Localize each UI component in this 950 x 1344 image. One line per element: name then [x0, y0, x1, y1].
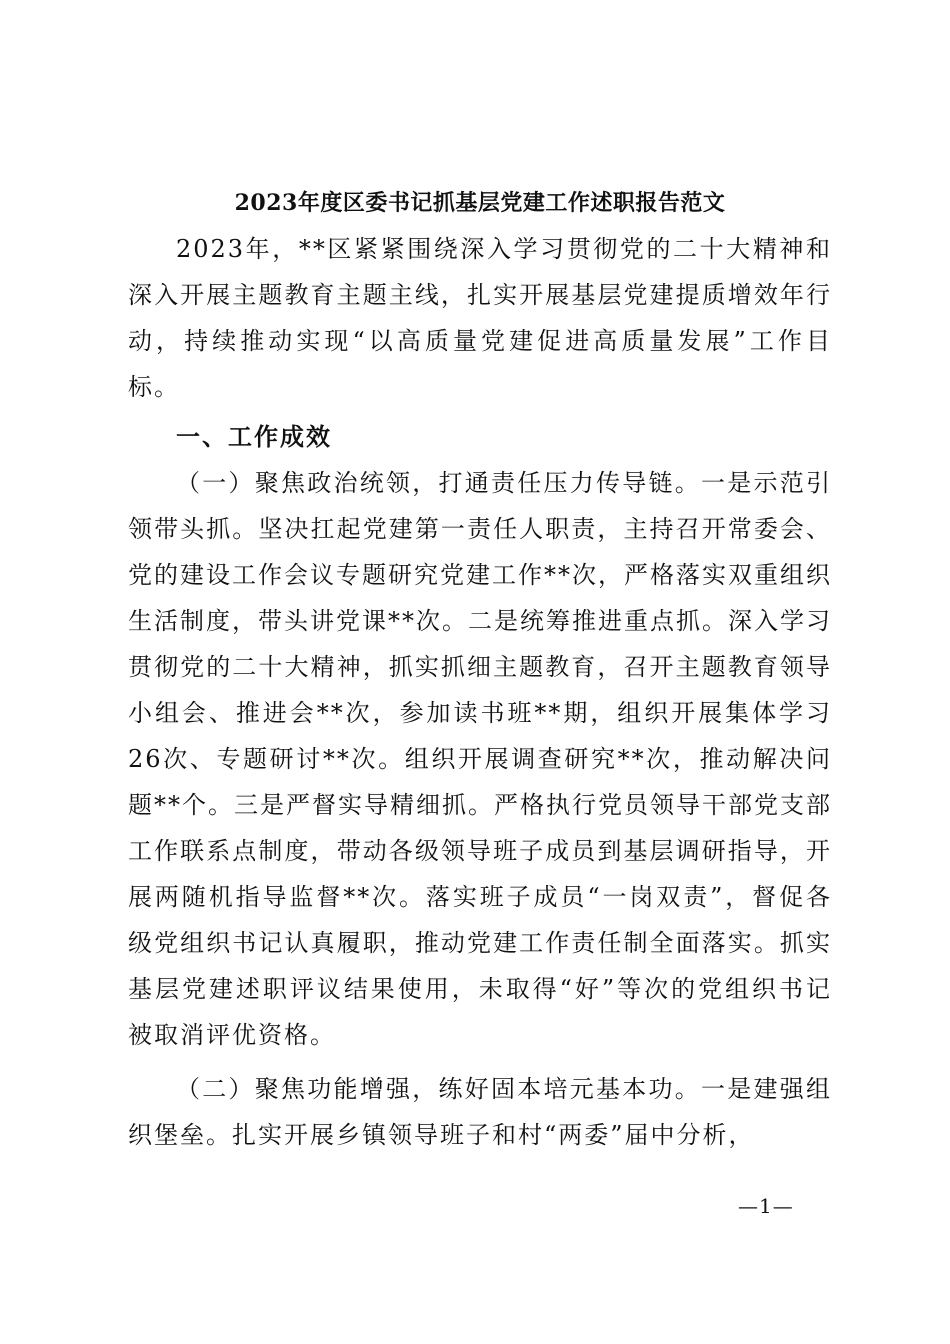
document-title: 2023年度区委书记抓基层党建工作述职报告范文 [234, 190, 726, 216]
paragraph-spacer [128, 1058, 832, 1066]
page-number: —1— [738, 1194, 794, 1218]
intro-paragraph: 2023年，**区紧紧围绕深入学习贯彻党的二十大精神和深入开展主题教育主题主线，扎实开展基层党建提质增效年行动，持续推动实现“以高质量党建促进高质量发展”工作目标。 [128, 235, 832, 401]
section-heading: 一、工作成效 [176, 423, 332, 451]
document-body [128, 184, 832, 1158]
body-paragraph-2: （二）聚焦功能增强，练好固本培元基本功。一是建强组织堡垒。扎实开展乡镇领导班子和村“两委”届中分析， [128, 1075, 832, 1149]
body-paragraph-1: （一）聚焦政治统领，打通责任压力传导链。一是示范引领带头抓。坚决扛起党建第一责任人职责，主持召开常委会、党的建设工作会议专题研究党建工作**次，严格落实双重组织生活制度，带头讲党课**次。二是统筹推进重点抓。深入学习贯彻党的二十大精神，抓实抓细主题教育，召开主题教育领导小组会、推进会**次，参加读书班**期，组织开展集体学习26次、专题研讨**次。组织开展调查研究**次，推动解决问题**个。三是严督实导精细抓。严格执行党员领导干部党支部工作联系点制度，带动各级领导班子成员到基层调研指导，开展两随机指导监督**次。落实班子成员“一岗双责”，督促各级党组织书记认真履职，推动党建工作责任制全面落实。抓实基层党建述职评议结果使用，未取得“好”等次的党组织书记被取消评优资格。 [128, 469, 832, 1049]
